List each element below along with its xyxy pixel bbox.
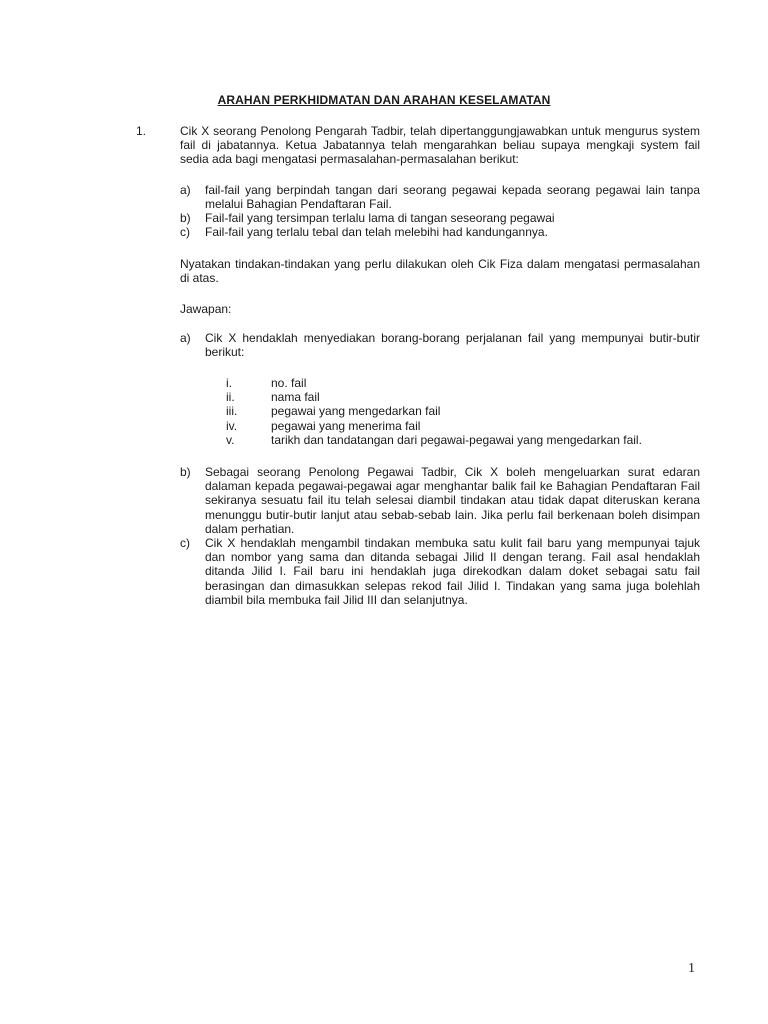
list-text: Sebagai seorang Penolong Pegawai Tadbir, Cik X boleh mengeluarkan surat edaran dalaman kepada pegawai-pegawai agar menghantar balik fail ke Bahagian Pendaftaran Fail sekiranya sesuatu fail itu telah selesai diambil tindakan atau tidak dapat diteruskan kerana menunggu butir-butir lanjut atau sebab-sebab lain. Jika perlu fail berkenaan boleh disimpan dalam perhatian. bbox=[205, 465, 700, 536]
answer-a-details bbox=[226, 376, 696, 447]
list-text: Cik X hendaklah menyediakan borang-borang perjalanan fail yang mempunyai butir-butir berikut: bbox=[205, 331, 700, 359]
list-text: tarikh dan tandatangan dari pegawai-pegawai yang mengedarkan fail. bbox=[271, 432, 642, 447]
answer-a bbox=[180, 331, 700, 359]
list-marker: b) bbox=[180, 211, 191, 225]
answer-bc bbox=[180, 465, 700, 607]
list-item bbox=[226, 376, 696, 390]
list-item bbox=[226, 404, 696, 418]
list-item bbox=[226, 390, 696, 404]
list-marker: v. bbox=[226, 432, 235, 447]
list-marker: iii. bbox=[226, 404, 238, 419]
list-item bbox=[226, 433, 696, 447]
list-text: Cik X hendaklah mengambil tindakan membuka satu kulit fail baru yang mempunyai tajuk dan nombor yang sama dan ditanda sebagai Jilid II dengan terang. Fail asal hendaklah ditanda Jilid I. Fail baru ini hendaklah juga direkodkan dalam doket sebagai satu fail berasingan dan dimasukkan selepas rekod fail Jilid I. Tindakan yang sama juga bolehlah diambil bila membuka fail Jilid III dan selanjutnya. bbox=[205, 536, 700, 607]
page-number: 1 bbox=[688, 961, 695, 976]
list-item bbox=[180, 225, 700, 239]
list-item bbox=[226, 419, 696, 433]
list-marker: i. bbox=[226, 376, 232, 390]
list-item bbox=[180, 536, 700, 607]
list-marker: a) bbox=[180, 331, 191, 345]
list-marker: iv. bbox=[226, 418, 238, 433]
list-item bbox=[180, 183, 700, 211]
problem-list bbox=[180, 183, 700, 239]
list-marker: c) bbox=[180, 536, 190, 551]
list-item bbox=[180, 211, 700, 225]
list-marker: b) bbox=[180, 465, 191, 479]
list-text: nama fail bbox=[271, 390, 320, 405]
list-marker: a) bbox=[180, 183, 191, 197]
list-text: pegawai yang menerima fail bbox=[271, 418, 421, 433]
document-title: ARAHAN PERKHIDMATAN DAN ARAHAN KESELAMATAN bbox=[217, 93, 551, 107]
question-intro: Cik X seorang Penolong Pengarah Tadbir, telah dipertanggungjawabkan untuk mengurus system fail di jabatannya. Ketua Jabatannya telah mengarahkan beliau supaya mengkaji system fail sedia ada bagi mengatasi permasalahan-permasalahan berikut: bbox=[180, 124, 700, 166]
list-item bbox=[180, 331, 700, 359]
list-text: Fail-fail yang tersimpan terlalu lama di tangan seseorang pegawai bbox=[205, 211, 555, 225]
list-marker: ii. bbox=[226, 390, 235, 405]
question-number: 1. bbox=[136, 124, 147, 138]
instruction-paragraph: Nyatakan tindakan-tindakan yang perlu dilakukan oleh Cik Fiza dalam mengatasi permasalahan di atas. bbox=[180, 257, 700, 285]
list-text: pegawai yang mengedarkan fail bbox=[271, 404, 441, 419]
list-text: Fail-fail yang terlalu tebal dan telah melebihi had kandungannya. bbox=[205, 225, 548, 239]
list-marker: c) bbox=[180, 225, 190, 239]
answer-label: Jawapan: bbox=[180, 302, 232, 316]
list-item bbox=[180, 465, 700, 536]
list-text: no. fail bbox=[271, 376, 307, 390]
list-text: fail-fail yang berpindah tangan dari seorang pegawai kepada seorang pegawai lain tanpa melalui Bahagian Pendaftaran Fail. bbox=[205, 183, 700, 211]
